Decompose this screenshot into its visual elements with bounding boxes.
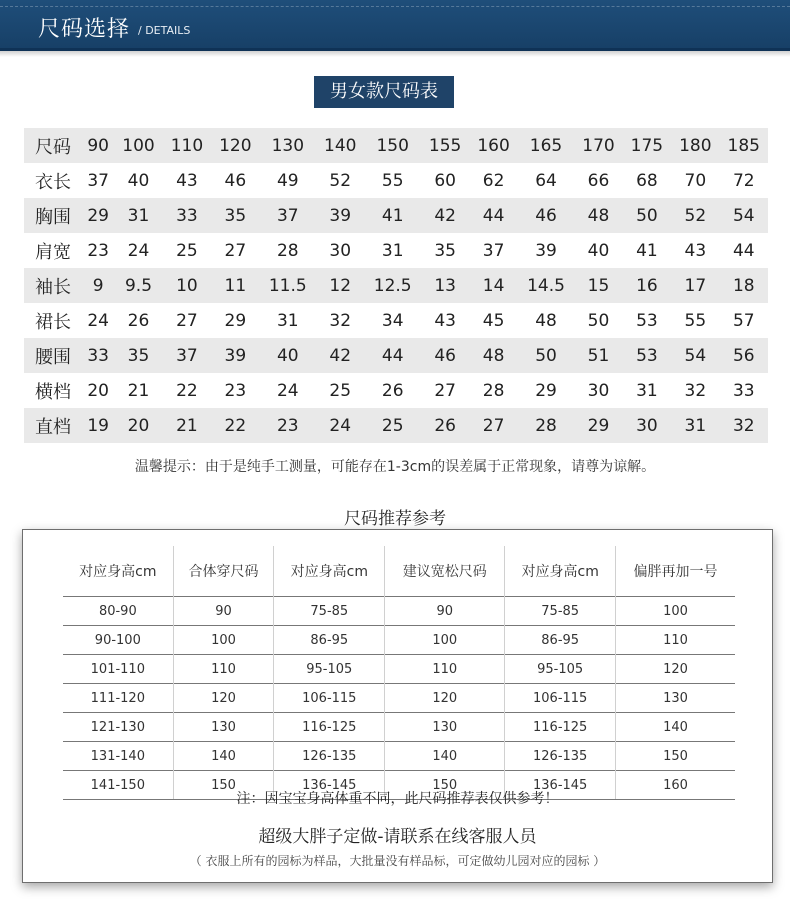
size-chart-cell: 18 (720, 268, 768, 303)
recommend-cell: 86-95 (274, 626, 385, 655)
size-chart-cell: 55 (364, 163, 420, 198)
recommend-cell: 130 (173, 713, 274, 742)
size-chart-row-label: 尺码 (24, 128, 82, 163)
size-chart-cell: 51 (574, 338, 622, 373)
recommend-row (63, 742, 735, 771)
size-chart-cell: 29 (518, 373, 574, 408)
size-chart-cell: 43 (421, 303, 469, 338)
size-chart-cell: 44 (364, 338, 420, 373)
size-chart-cell: 24 (260, 373, 316, 408)
recommend-cell: 140 (385, 742, 505, 771)
recommend-column-header: 对应身高cm (63, 546, 173, 597)
size-chart-cell: 130 (260, 128, 316, 163)
size-chart-cell: 12.5 (364, 268, 420, 303)
size-chart-title: 男女款尺码表 (314, 76, 454, 108)
size-chart-cell: 27 (163, 303, 211, 338)
size-chart-cell: 20 (82, 373, 114, 408)
size-chart-cell: 28 (469, 373, 517, 408)
size-chart-cell: 37 (260, 198, 316, 233)
size-chart-cell: 29 (211, 303, 259, 338)
recommend-cell: 160 (616, 771, 735, 800)
recommend-title: 尺码推荐参考 (344, 509, 446, 529)
size-chart-row-label: 袖长 (24, 268, 82, 303)
size-chart-cell: 165 (518, 128, 574, 163)
recommend-row (63, 713, 735, 742)
size-chart-cell: 48 (469, 338, 517, 373)
size-chart-cell: 54 (671, 338, 719, 373)
size-chart-row-label: 直档 (24, 408, 82, 443)
size-chart-cell: 33 (163, 198, 211, 233)
size-chart-row (24, 233, 768, 268)
recommend-cell: 100 (616, 597, 735, 626)
size-chart-cell: 28 (260, 233, 316, 268)
size-chart-row-label: 裙长 (24, 303, 82, 338)
size-chart-cell: 30 (316, 233, 364, 268)
recommend-cell: 75-85 (505, 597, 616, 626)
recommend-cell: 95-105 (274, 655, 385, 684)
size-chart-cell: 54 (720, 198, 768, 233)
size-chart-cell: 33 (720, 373, 768, 408)
size-chart-cell: 28 (518, 408, 574, 443)
size-chart-cell: 35 (421, 233, 469, 268)
size-chart-cell: 62 (469, 163, 517, 198)
recommend-cell: 130 (385, 713, 505, 742)
size-chart-cell: 30 (574, 373, 622, 408)
size-chart-cell: 25 (364, 408, 420, 443)
size-chart-cell: 12 (316, 268, 364, 303)
size-chart-cell: 35 (114, 338, 162, 373)
recommend-cell: 100 (385, 626, 505, 655)
recommend-cell: 120 (616, 655, 735, 684)
size-chart-cell: 27 (469, 408, 517, 443)
size-chart-cell: 34 (364, 303, 420, 338)
recommend-cell: 95-105 (505, 655, 616, 684)
recommend-cell: 106-115 (505, 684, 616, 713)
recommend-cell: 110 (385, 655, 505, 684)
recommend-cell: 131-140 (63, 742, 173, 771)
recommend-box (22, 529, 773, 883)
size-chart-cell: 120 (211, 128, 259, 163)
size-chart-cell: 53 (623, 303, 671, 338)
size-chart-cell: 44 (469, 198, 517, 233)
size-chart-table (24, 128, 768, 443)
recommend-note: 注：因宝宝身高体重不同，此尺码推荐表仅供参考！ (236, 791, 559, 807)
size-chart-cell: 185 (720, 128, 768, 163)
size-chart-row (24, 198, 768, 233)
size-chart-cell: 17 (671, 268, 719, 303)
size-chart-cell: 31 (260, 303, 316, 338)
size-chart-cell: 25 (316, 373, 364, 408)
size-chart-cell: 21 (163, 408, 211, 443)
size-chart-cell: 170 (574, 128, 622, 163)
size-chart-cell: 140 (316, 128, 364, 163)
size-chart-cell: 27 (211, 233, 259, 268)
size-chart-cell: 13 (421, 268, 469, 303)
size-chart-cell: 31 (364, 233, 420, 268)
recommend-column-header: 偏胖再加一号 (633, 564, 718, 580)
measurement-tip: 温馨提示：由于是纯手工测量，可能存在1-3cm的误差属于正常现象，请尊为谅解。 (134, 459, 656, 475)
size-chart-cell: 40 (574, 233, 622, 268)
recommend-cell: 126-135 (505, 742, 616, 771)
size-chart-cell: 46 (421, 338, 469, 373)
size-chart-row (24, 338, 768, 373)
size-chart-row-label: 腰围 (24, 338, 82, 373)
size-chart-cell: 14.5 (518, 268, 574, 303)
recommend-cell: 150 (616, 742, 735, 771)
size-chart-cell: 53 (623, 338, 671, 373)
recommend-cell: 136-145 (505, 771, 616, 800)
recommend-row (63, 655, 735, 684)
size-chart-cell: 180 (671, 128, 719, 163)
recommend-header-row (63, 546, 735, 597)
size-chart-cell: 160 (469, 128, 517, 163)
size-chart-cell: 50 (518, 338, 574, 373)
header-stitch-line (0, 6, 790, 7)
size-chart-cell: 150 (364, 128, 420, 163)
size-chart-cell: 43 (671, 233, 719, 268)
size-chart-cell: 60 (421, 163, 469, 198)
size-chart-cell: 22 (211, 408, 259, 443)
size-chart-cell: 48 (518, 303, 574, 338)
size-chart-cell: 44 (720, 233, 768, 268)
recommend-cell: 140 (173, 742, 274, 771)
recommend-cell: 141-150 (63, 771, 173, 800)
recommend-cell: 106-115 (274, 684, 385, 713)
section-subtitle: / DETAILS (138, 24, 191, 37)
size-chart-cell: 32 (316, 303, 364, 338)
recommend-row (63, 597, 735, 626)
size-chart-cell: 49 (260, 163, 316, 198)
size-chart-cell: 68 (623, 163, 671, 198)
size-chart-row-label: 衣长 (24, 163, 82, 198)
size-chart-cell: 41 (623, 233, 671, 268)
size-chart-cell: 9 (82, 268, 114, 303)
size-chart-cell: 45 (469, 303, 517, 338)
recommend-row (63, 684, 735, 713)
recommend-cell: 110 (616, 626, 735, 655)
recommend-cell: 140 (616, 713, 735, 742)
size-chart-cell: 31 (623, 373, 671, 408)
recommend-cell: 121-130 (63, 713, 173, 742)
size-chart-cell: 50 (623, 198, 671, 233)
recommend-cell: 111-120 (63, 684, 173, 713)
recommend-cell: 116-125 (505, 713, 616, 742)
section-header (0, 0, 790, 51)
size-chart-cell: 64 (518, 163, 574, 198)
size-chart-cell: 56 (720, 338, 768, 373)
size-chart-cell: 26 (421, 408, 469, 443)
size-chart-cell: 42 (421, 198, 469, 233)
recommend-column-header: 合体穿尺码 (173, 546, 274, 597)
size-chart-cell: 90 (82, 128, 114, 163)
size-chart-cell: 46 (518, 198, 574, 233)
size-chart-cell: 40 (114, 163, 162, 198)
size-chart-cell: 23 (82, 233, 114, 268)
size-chart-cell: 43 (163, 163, 211, 198)
recommend-column-header: 建议宽松尺码 (385, 546, 505, 597)
size-chart-cell: 24 (82, 303, 114, 338)
recommend-cell: 86-95 (505, 626, 616, 655)
size-chart-cell: 32 (720, 408, 768, 443)
size-chart-cell: 24 (316, 408, 364, 443)
size-chart-cell: 37 (163, 338, 211, 373)
size-chart-cell: 42 (316, 338, 364, 373)
size-chart-cell: 21 (114, 373, 162, 408)
size-chart-cell: 41 (364, 198, 420, 233)
size-chart-cell: 52 (671, 198, 719, 233)
size-chart-row (24, 128, 768, 163)
size-chart-cell: 33 (82, 338, 114, 373)
size-chart-cell: 11.5 (260, 268, 316, 303)
recommend-cell: 116-125 (274, 713, 385, 742)
size-chart-cell: 35 (211, 198, 259, 233)
recommend-column-header: 对应身高cm (505, 546, 616, 597)
recommend-cell: 150 (385, 771, 505, 800)
size-chart-row (24, 163, 768, 198)
recommend-cell: 136-145 (274, 771, 385, 800)
custom-order-text: 超级大胖子定做-请联系在线客服人员 (258, 827, 537, 847)
size-chart-cell: 19 (82, 408, 114, 443)
size-chart-cell: 29 (82, 198, 114, 233)
recommend-cell: 100 (173, 626, 274, 655)
size-chart-row (24, 408, 768, 443)
size-chart-cell: 15 (574, 268, 622, 303)
size-chart-cell: 30 (623, 408, 671, 443)
recommend-cell: 150 (173, 771, 274, 800)
size-chart-row-label: 胸围 (24, 198, 82, 233)
size-chart-cell: 23 (260, 408, 316, 443)
size-chart-cell: 22 (163, 373, 211, 408)
size-chart-cell: 52 (316, 163, 364, 198)
size-chart-cell: 20 (114, 408, 162, 443)
size-chart-cell: 25 (163, 233, 211, 268)
recommend-cell: 75-85 (274, 597, 385, 626)
size-chart-cell: 26 (114, 303, 162, 338)
recommend-row (63, 626, 735, 655)
size-chart-cell: 66 (574, 163, 622, 198)
size-chart-cell: 39 (316, 198, 364, 233)
size-chart-cell: 100 (114, 128, 162, 163)
recommend-cell: 126-135 (274, 742, 385, 771)
size-chart-cell: 46 (211, 163, 259, 198)
size-chart-cell: 37 (469, 233, 517, 268)
size-chart-cell: 40 (260, 338, 316, 373)
size-chart-row (24, 373, 768, 408)
size-chart-cell: 32 (671, 373, 719, 408)
size-chart-cell: 31 (671, 408, 719, 443)
recommend-cell: 120 (173, 684, 274, 713)
recommend-cell: 80-90 (63, 597, 173, 626)
size-chart-cell: 50 (574, 303, 622, 338)
size-chart-cell: 37 (82, 163, 114, 198)
size-chart-cell: 72 (720, 163, 768, 198)
size-chart-row (24, 303, 768, 338)
size-chart-cell: 110 (163, 128, 211, 163)
recommend-cell: 101-110 (63, 655, 173, 684)
size-chart-cell: 55 (671, 303, 719, 338)
size-chart-cell: 16 (623, 268, 671, 303)
size-chart-cell: 57 (720, 303, 768, 338)
size-chart-row-label: 肩宽 (24, 233, 82, 268)
recommend-cell: 130 (616, 684, 735, 713)
custom-order-subtext: （ 衣服上所有的园标为样品，大批量没有样品标，可定做幼儿园对应的园标 ） (189, 854, 606, 868)
recommend-cell: 110 (173, 655, 274, 684)
recommend-cell: 90-100 (63, 626, 173, 655)
header-shadow (0, 51, 790, 57)
size-chart-cell: 27 (421, 373, 469, 408)
size-chart-cell: 29 (574, 408, 622, 443)
recommend-cell: 120 (385, 684, 505, 713)
size-chart-cell: 9.5 (114, 268, 162, 303)
size-chart-cell: 155 (421, 128, 469, 163)
size-chart-cell: 70 (671, 163, 719, 198)
recommend-column-header: 对应身高cm (274, 546, 385, 597)
recommend-table (63, 546, 735, 800)
size-chart-cell: 175 (623, 128, 671, 163)
size-chart-cell: 11 (211, 268, 259, 303)
size-chart-cell: 39 (211, 338, 259, 373)
size-chart-row (24, 268, 768, 303)
size-chart-cell: 39 (518, 233, 574, 268)
size-chart-cell: 31 (114, 198, 162, 233)
size-chart-cell: 23 (211, 373, 259, 408)
size-chart-row-label: 横档 (24, 373, 82, 408)
size-chart-cell: 26 (364, 373, 420, 408)
recommend-cell: 90 (173, 597, 274, 626)
size-chart-cell: 14 (469, 268, 517, 303)
recommend-cell: 90 (385, 597, 505, 626)
section-title: 尺码选择 (38, 17, 131, 42)
size-chart-cell: 24 (114, 233, 162, 268)
size-chart-cell: 48 (574, 198, 622, 233)
size-chart-cell: 10 (163, 268, 211, 303)
